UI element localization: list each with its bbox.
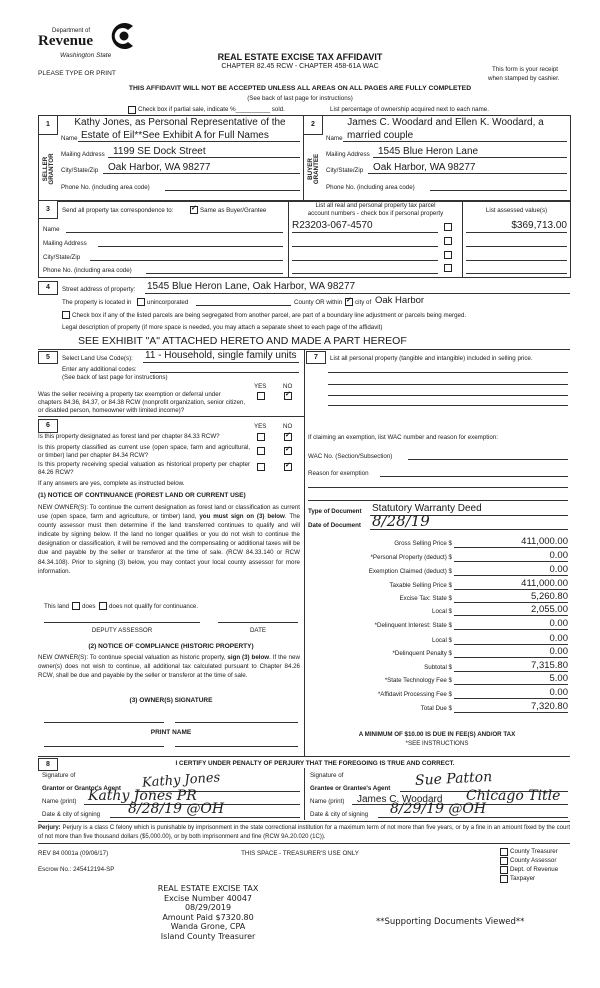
fee-label: *Delinquent Interest: State $ [374, 622, 452, 629]
exemption-reason-field[interactable] [380, 476, 568, 477]
perjury-warning: Perjury: Perjury is a class C felony which is punishable by imprisonment in the state correctional institution for a maximum term of not more than five years, or by a fine in an amount fixed by the court of not more than five thousand dollars ($5,000.00), or by both imprisonment and fine (RCW 9A.20.020 (1C)). [38, 825, 570, 840]
assessed-value-field[interactable]: $369,713.00 [511, 220, 567, 231]
exemption-question: Was the seller receiving a property tax exemption or deferral under chapters 84.36, 84.37, or 84.38 RCW (nonprofit organization, senior citizen, or disabled person, homeowner with limited income)? [38, 391, 246, 414]
section-7-number: 7 [306, 351, 326, 364]
print-name-label: PRINT NAME [150, 729, 192, 736]
fee-value[interactable]: 0.00 [549, 564, 568, 575]
personal-property-field-1[interactable] [328, 372, 568, 373]
fee-value[interactable]: 7,315.80 [531, 660, 568, 671]
unincorporated-checkbox[interactable] [137, 298, 145, 306]
copy-taxpayer-checkbox[interactable] [500, 875, 508, 883]
segregated-label: Check box if any of the listed parcels are being segregated from another parcel, are part of a boundary line adjustment or parcels being merged. [72, 312, 467, 319]
document-type-field[interactable]: Statutory Warranty Deed [372, 503, 482, 514]
city-of-label: city of [355, 299, 372, 306]
fee-value[interactable]: 0.00 [549, 550, 568, 561]
grantee-agent-label: Grantee or Grantee's Agent [310, 785, 391, 792]
additional-codes-label: Enter any additional codes: [62, 366, 137, 373]
tax-phone-field[interactable] [146, 273, 283, 274]
grantee-name-label: Name (print) [310, 798, 345, 805]
street-address-label: Street address of property: [62, 286, 136, 293]
historic-no-checkbox[interactable] [284, 463, 292, 471]
fee-label: Local $ [432, 637, 452, 644]
completion-banner: THIS AFFIDAVIT WILL NOT BE ACCEPTED UNLESS ALL AREAS ON ALL PAGES ARE FULLY COMPLETED [128, 85, 472, 92]
forest-land-question: Is this property designated as forest land per chapter 84.33 RCW? [38, 433, 220, 440]
dor-emblem-icon [106, 20, 138, 52]
grantee-agent-note: Chicago Title [466, 788, 561, 804]
fee-label: *Affidavit Processing Fee $ [377, 691, 452, 698]
seller-name-label: Name [61, 135, 78, 142]
ownership-pct-note: List percentage of ownership acquired next to each name. [330, 106, 489, 113]
land-use-field[interactable]: 11 - Household, single family units [145, 350, 297, 361]
assessor-date-label: DATE [249, 627, 267, 634]
fee-value[interactable]: 5,260.80 [531, 591, 568, 602]
owner-print-name-field-1[interactable] [44, 746, 164, 747]
city-checkbox[interactable] [345, 298, 353, 306]
fee-label: Total Due $ [420, 705, 452, 712]
land-use-label: Select Land Use Code(s): [62, 355, 133, 362]
grantee-date-label: Date & city of signing [310, 811, 369, 818]
legal-description-label: Legal description of property (if more space is needed, you may attach a separate sheet to each page of the affidavit) [62, 324, 383, 331]
fee-label: Subtotal $ [424, 664, 452, 671]
personal-property-checkbox-1[interactable] [444, 223, 452, 231]
seller-city-label: City/State/Zip [61, 167, 99, 174]
tax-city-label: City/State/Zip [43, 254, 81, 261]
personal-property-field-2[interactable] [328, 384, 568, 385]
fee-value[interactable]: 0.00 [549, 646, 568, 657]
historic-yes-checkbox[interactable] [257, 463, 265, 471]
parcel-header-2: account numbers - check box if personal property [307, 210, 444, 217]
parcel-number-field[interactable]: R23203-067-4570 [292, 220, 373, 231]
grantor-signature-field[interactable]: Kathy Jones [141, 770, 221, 791]
seller-name-line1[interactable]: Kathy Jones, as Personal Representative of the [74, 117, 286, 128]
partial-sale-checkbox[interactable] [128, 106, 136, 114]
seller-city-field[interactable]: Oak Harbor, WA 98277 [108, 162, 211, 173]
notice-continuance-text: NEW OWNER(S): To continue the current designation as forest land or classification as current use (open space, farm and agriculture, or timber) land, you must sign on (3) below. The county assessor must then determine if the land transferred continues to qualify and will indicate by signing below. If the land no longer qualifies or you do not wish to continue the designation or classification, it will be removed and the compensating or additional taxes will be due and payable by the seller or transferor at the time of sale. (RCW 84.33.140 or RCW 84.34.108). Prior to signing (3) below, you may contact your local county assessor for more information. [38, 504, 300, 575]
buyer-phone-field[interactable] [430, 190, 567, 191]
sec6-yes-header: YES [254, 423, 267, 430]
see-instructions-note: *SEE INSTRUCTIONS [405, 740, 469, 747]
county-or-label: County OR within [294, 299, 343, 306]
forest-no-checkbox[interactable] [284, 433, 292, 441]
fee-value[interactable]: 0.00 [549, 633, 568, 644]
county-field[interactable] [196, 305, 291, 306]
if-any-yes-note: If any answers are yes, complete as instructed below. [38, 480, 185, 487]
buyer-name-field[interactable]: married couple [347, 130, 414, 141]
tax-phone-label: Phone No. (including area code) [43, 267, 132, 274]
grantor-date-label: Date & city of signing [42, 811, 101, 818]
form-revision: REV 84 0001a (09/06/17) [38, 850, 109, 857]
seller-mailing-label: Mailing Address [61, 151, 105, 158]
document-type-label: Type of Document [308, 508, 362, 515]
receipt-note-1: This form is your receipt [492, 66, 559, 73]
does-not-label: does not qualify for continuance. [109, 603, 199, 610]
escrow-number: Escrow No.: 245412194-SP [38, 866, 115, 873]
owner-print-name-field-2[interactable] [175, 746, 298, 747]
partial-sale-label: Check box if partial sale, indicate %__________ sold. [138, 106, 285, 113]
please-type-text: PLEASE TYPE OR PRINT [38, 70, 116, 77]
located-label: The property is located in [62, 299, 132, 306]
treasurer-use-label: THIS SPACE - TREASURER'S USE ONLY [241, 850, 359, 857]
grantee-date-field[interactable]: 8/29/19 @OH [390, 801, 487, 817]
fee-label: Exemption Claimed (deduct) $ [368, 568, 452, 575]
fee-label: Local $ [432, 608, 452, 615]
copy-county-treasurer-checkbox[interactable] [500, 848, 508, 856]
exemption-yes-checkbox[interactable] [257, 392, 265, 400]
grantee-signature-of-label: Signature of [310, 772, 344, 779]
seller-phone-label: Phone No. (including area code) [61, 184, 150, 191]
copy-county-treasurer-label: County Treasurer [510, 848, 558, 855]
grantee-signature-field[interactable]: Sue Patton [414, 768, 493, 790]
additional-codes-field[interactable] [150, 372, 299, 373]
grantee-name-field[interactable]: James C. Woodard [357, 794, 443, 805]
owner-signature-title: (3) OWNER(S) SIGNATURE [129, 697, 213, 704]
buyer-side-label: BUYER GRANTEE [307, 153, 320, 185]
buyer-city-field[interactable]: Oak Harbor, WA 98277 [373, 162, 476, 173]
section-6-number: 6 [38, 419, 58, 433]
logo-state-text: Washington State [60, 52, 112, 59]
fee-value[interactable]: 5.00 [549, 673, 568, 684]
copy-dept-revenue-label: Dept. of Revenue [510, 866, 559, 873]
forest-yes-checkbox[interactable] [257, 433, 265, 441]
section-4-number: 4 [38, 281, 58, 295]
buyer-city-label: City/State/Zip [326, 167, 364, 174]
personal-property-label: List all personal property (tangible and intangible) included in selling price. [330, 355, 533, 362]
deputy-assessor-label: DEPUTY ASSESSOR [91, 627, 153, 634]
fee-label: Excise Tax: State $ [399, 595, 452, 602]
buyer-mailing-label: Mailing Address [326, 151, 370, 158]
section-2-number: 2 [303, 115, 323, 135]
segregated-checkbox[interactable] [62, 311, 70, 319]
logo-revenue-text: Revenue [38, 33, 93, 49]
city-field[interactable]: Oak Harbor [375, 295, 425, 306]
personal-property-field-3[interactable] [328, 395, 568, 396]
section-5-number: 5 [38, 351, 58, 364]
sec5-no-header: NO [283, 383, 293, 390]
same-as-buyer-checkbox[interactable] [190, 206, 198, 214]
current-use-yes-checkbox[interactable] [257, 447, 265, 455]
copy-taxpayer-label: Taxpayer [510, 875, 536, 882]
buyer-name-label: Name [326, 135, 343, 142]
land-use-see-back: (See back of last page for instructions) [62, 374, 168, 381]
buyer-mailing-field[interactable]: 1545 Blue Heron Lane [378, 146, 479, 157]
street-address-field[interactable]: 1545 Blue Heron Lane, Oak Harbor, WA 98277 [147, 281, 356, 292]
dor-logo [38, 24, 148, 70]
fee-value[interactable]: 2,055.00 [531, 604, 568, 615]
notice-compliance-title: (2) NOTICE OF COMPLIANCE (HISTORIC PROPERTY) [88, 643, 254, 650]
grantor-name-field[interactable]: Kathy Jones PR [88, 788, 197, 804]
document-date-field[interactable]: 8/28/19 [372, 512, 430, 530]
current-use-no-checkbox[interactable] [284, 447, 292, 455]
fee-label: Taxable Selling Price $ [389, 582, 452, 589]
notice-compliance-text: NEW OWNER(S): To continue special valuation as historic property, sign (3) below. If the new owner(s) does not wish to continue, all additional tax calculated pursuant to Chapter 84.26 RCW, shall be due and payable by the seller or transferor at the time of sale. [38, 654, 300, 680]
personal-property-checkbox-2[interactable] [444, 237, 452, 245]
fee-label: Gross Selling Price $ [394, 540, 452, 547]
fee-label: *Delinquent Penalty $ [392, 650, 452, 657]
personal-property-field-4[interactable] [328, 405, 568, 406]
owner-signature-field-1[interactable] [44, 722, 164, 723]
fee-value[interactable]: 0.00 [549, 618, 568, 629]
fee-value[interactable]: 411,000.00 [521, 536, 568, 547]
wac-label: WAC No. (Section/Subsection) [308, 453, 393, 460]
fee-label: *Personal Property (deduct) $ [370, 554, 452, 561]
see-back-note: (See back of last page for instructions) [247, 95, 353, 102]
assessed-header: List assessed value(s) [485, 207, 548, 214]
tax-name-field[interactable] [66, 232, 283, 233]
notice-continuance-title: (1) NOTICE OF CONTINUANCE (FOREST LAND OR CURRENT USE) [38, 492, 246, 499]
exemption-reason-label: Reason for exemption [308, 470, 369, 477]
seller-mailing-field[interactable]: 1199 SE Dock Street [113, 146, 206, 157]
section-3-number: 3 [38, 200, 58, 219]
personal-property-checkbox-3[interactable] [444, 251, 452, 259]
supporting-documents-note: **Supporting Documents Viewed** [376, 917, 525, 927]
unincorporated-label: unincorporated [147, 299, 189, 306]
grantor-name-label: Name (print) [42, 798, 77, 805]
form-chapter: CHAPTER 82.45 RCW - CHAPTER 458-61A WAC [221, 63, 379, 70]
qualifies-checkbox[interactable] [72, 602, 80, 610]
seller-name-field[interactable]: Estate of Eil**See Exhibit A for Full Names [81, 130, 269, 141]
historic-question: Is this property receiving special valuation as historical property per chapter 84.26 RCW? [38, 461, 250, 476]
seller-phone-field[interactable] [165, 190, 300, 191]
section-1-number: 1 [38, 115, 58, 135]
same-as-buyer-label: Same as Buyer/Grantee [200, 207, 267, 214]
fee-value[interactable]: 7,320.80 [531, 701, 568, 712]
minimum-due-note: A MINIMUM OF $10.00 IS DUE IN FEE(S) AND/OR TAX [358, 731, 516, 738]
send-correspondence-label: Send all property tax correspondence to: [62, 207, 174, 214]
tax-mailing-field[interactable] [98, 246, 283, 247]
sec6-no-header: NO [283, 423, 293, 430]
buyer-phone-label: Phone No. (including area code) [326, 184, 415, 191]
does-label: does [82, 603, 96, 610]
current-use-question: Is this property classified as current use (open space, farm and agricultural, or timber) land per chapter 84.34 RCW? [38, 444, 250, 459]
receipt-note-2: when stamped by cashier. [488, 75, 560, 82]
treasurer-stamp: REAL ESTATE EXCISE TAX Excise Number 40047 08/29/2019 Amount Paid $7320.80 Wanda Grone, CPA Island County Treasurer [157, 884, 259, 941]
copy-county-assessor-checkbox[interactable] [500, 857, 508, 865]
assessor-date-field[interactable] [218, 622, 298, 623]
form-title: REAL ESTATE EXCISE TAX AFFIDAVIT [217, 52, 383, 62]
tax-mailing-label: Mailing Address [43, 240, 87, 247]
copy-dept-revenue-checkbox[interactable] [500, 866, 508, 874]
copy-county-assessor-label: County Assessor [510, 857, 557, 864]
certify-statement: I CERTIFY UNDER PENALTY OF PERJURY THAT THE FOREGOING IS TRUE AND CORRECT. [175, 760, 455, 767]
legal-description-field[interactable]: SEE EXHIBIT "A" ATTACHED HERETO AND MADE A PART HEREOF [78, 335, 407, 347]
buyer-name-line1[interactable]: James C. Woodard and Ellen K. Woodard, a [347, 117, 544, 128]
document-date-label: Date of Document [308, 522, 361, 529]
tax-name-label: Name [43, 226, 60, 233]
grantor-agent-label: Grantor or Grantor's Agent [42, 785, 121, 792]
tax-city-field[interactable] [90, 260, 283, 261]
sec5-yes-header: YES [254, 383, 267, 390]
does-not-qualify-checkbox[interactable] [99, 602, 107, 610]
wac-field[interactable] [408, 459, 568, 460]
exemption-claim-label: If claiming an exemption, list WAC number and reason for exemption: [308, 434, 498, 441]
exemption-no-checkbox[interactable] [284, 392, 292, 400]
grantor-date-field[interactable]: 8/28/19 @OH [128, 801, 225, 817]
fee-value[interactable]: 0.00 [549, 687, 568, 698]
fee-value[interactable]: 411,000.00 [521, 578, 568, 589]
seller-side-label: SELLER GRANTOR [42, 153, 55, 185]
personal-property-checkbox-4[interactable] [444, 264, 452, 272]
grantor-signature-of-label: Signature of [42, 772, 76, 779]
fee-label: *State Technology Fee $ [384, 677, 452, 684]
deputy-assessor-signature-field[interactable] [44, 622, 200, 623]
this-land-label: This land [44, 603, 70, 610]
parcel-header-1: List all real and personal property tax parcel [315, 202, 436, 209]
logo-dept-text: Department of [52, 28, 91, 34]
section-8-number: 8 [38, 758, 58, 771]
owner-signature-field-2[interactable] [175, 722, 298, 723]
